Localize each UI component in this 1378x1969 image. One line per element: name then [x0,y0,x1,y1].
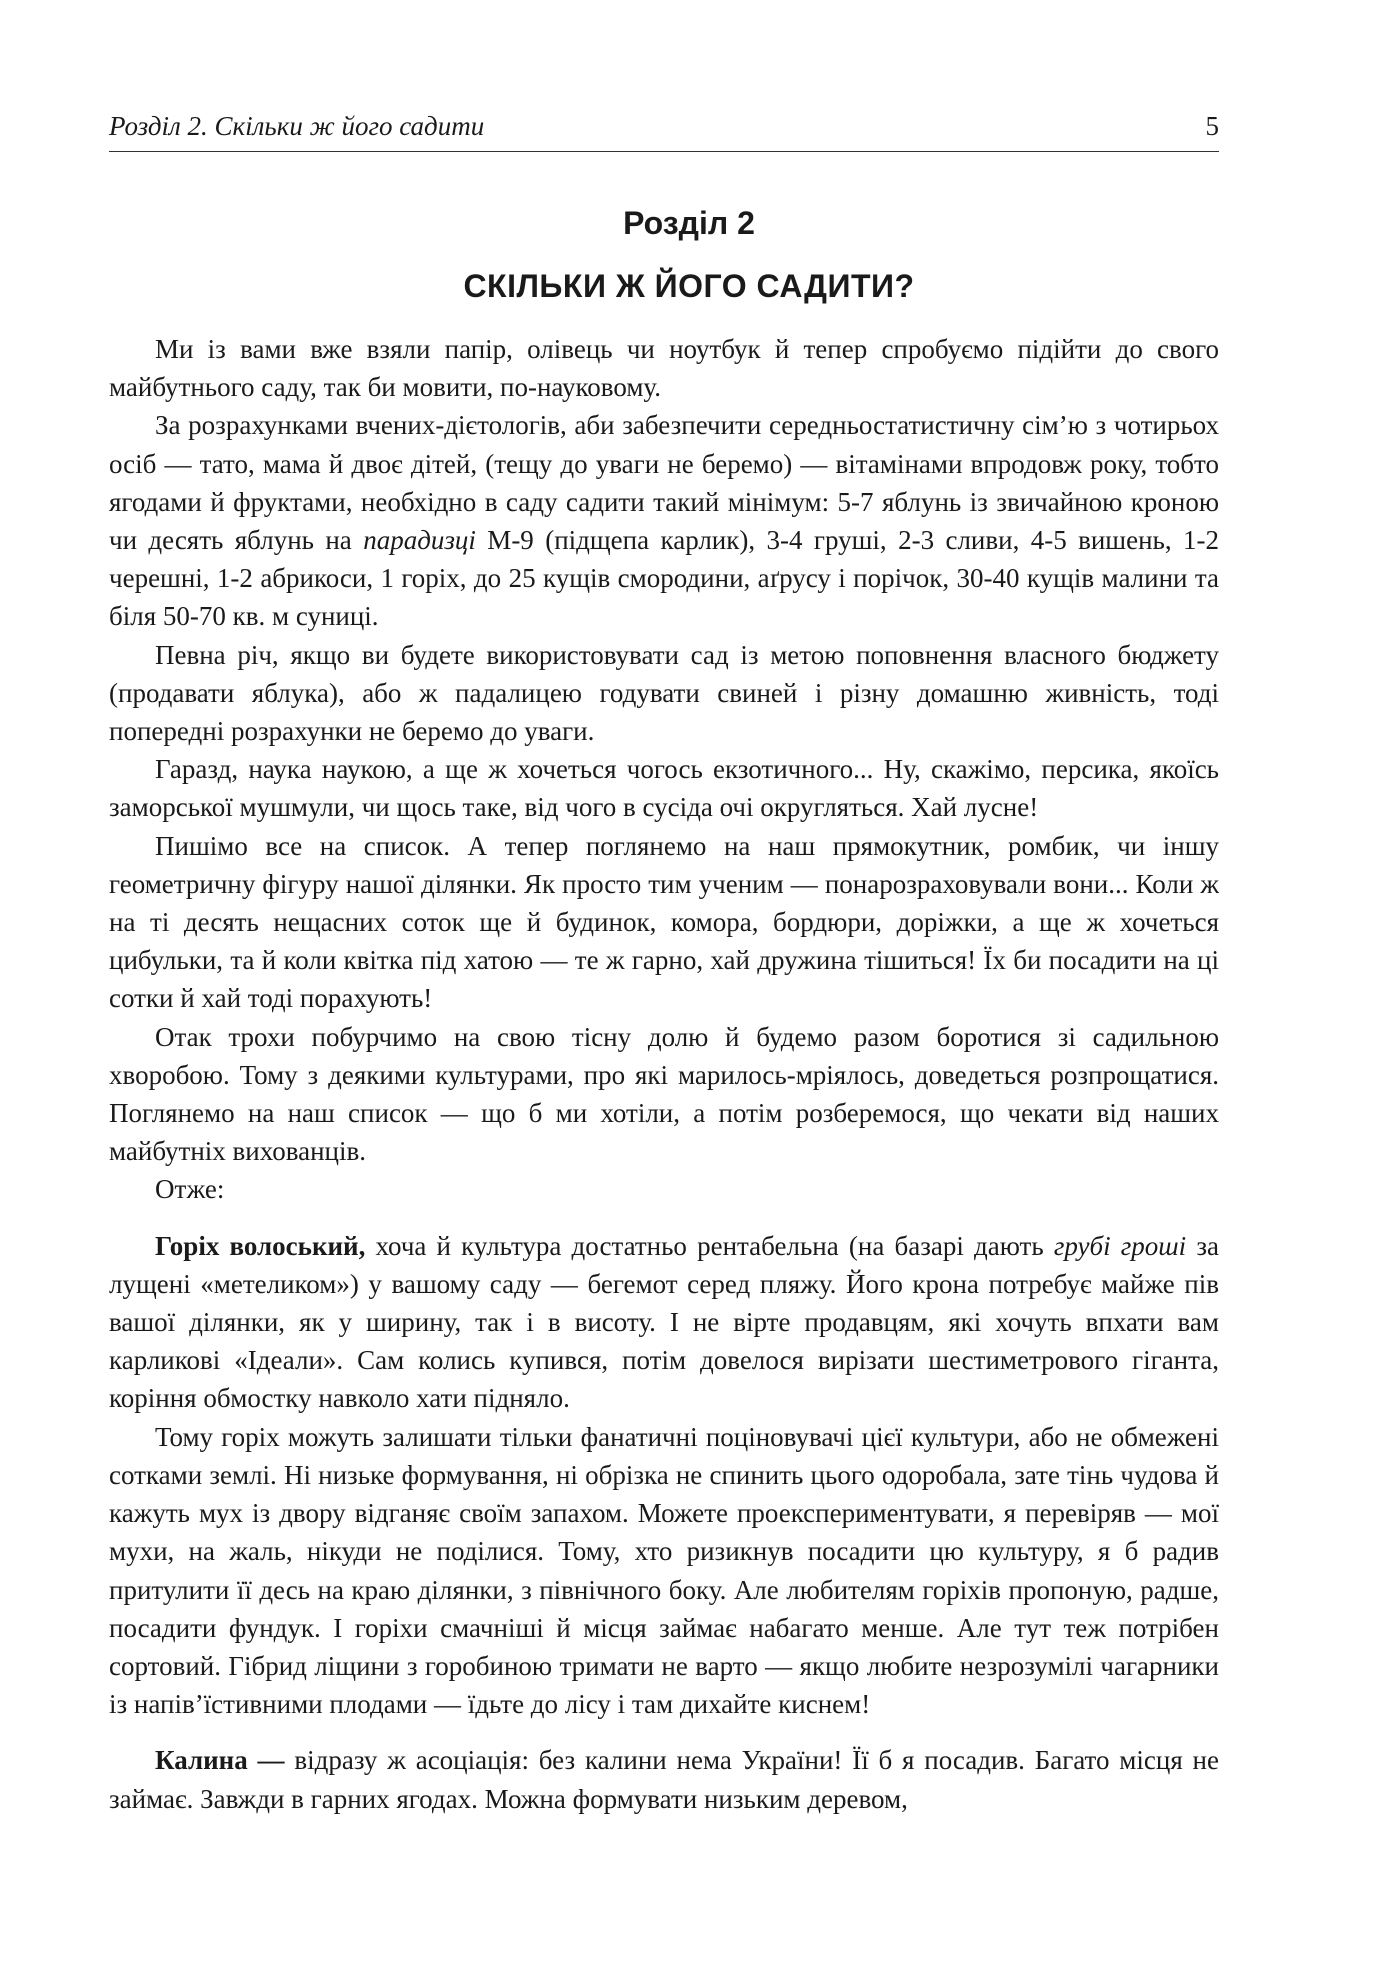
chapter-label: Розділ 2 [623,205,755,241]
paragraph-intro: Ми із вами вже взяли папір, олівець чи ноутбук й тепер спробуємо підійти до свого майбутнього саду, так би мовити, по-науковому. [109,334,1219,403]
paragraph-therefore: Отже: [155,1174,225,1205]
entry-viburnum [109,1741,1219,1817]
paragraph-exotic: Гаразд, наука наукою, а ще ж хочеться чогось екзотичного... Ну, скажімо, персика, якоїсь заморської мушмули, чи щось таке, від чого в сусіда очі округляться. Хай лусне! [109,754,1219,823]
entry-walnut-italic: грубі гроші [1053,1230,1187,1261]
entry-viburnum-term: Калина — [155,1745,285,1776]
paragraph-list: Пишімо все на список. А тепер поглянемо на наш прямокутник, ромбик, чи іншу геометричну фігуру нашої ділянки. Як просто тим ученим — понарозраховували вони... Коли ж на ті десять нещасних соток ще й будинок, комора, бордюри, доріжки, а ще ж хочеться цибульки, та й коли квітка під хатою — те ж гарно, хай дружина тішиться! Їх би посадити на ці сотки й хай тоді порахують! [109,830,1219,1014]
entry-walnut-text-a: хоча й культура достатньо рентабельна (на базарі дають [365,1230,1054,1261]
paragraph-calculation-text-b: М-9 (підщепа карлик), 3-4 груші, 2-3 сливи, 4-5 вишень, 1-2 черешні, 1-2 абрикоси, 1 горіх, до 25 кущів смородини, аґрусу і порічок, 30-40 кущів малини та біля 50-70 кв. м суниці. [109,525,1219,632]
entry-walnut-term: Горіх волоський, [155,1230,366,1261]
paragraph-calculation-italic: парадизці [363,525,476,556]
paragraph-budget: Певна річ, якщо ви будете використовувати сад із метою поповнення власного бюджету (продавати яблука), або ж падалицею годувати свиней і різну домашню живність, тоді попередні розрахунки не беремо до уваги. [109,639,1219,747]
chapter-title: СКІЛЬКИ Ж ЙОГО САДИТИ? [463,268,915,304]
entry-viburnum-text: відразу ж асоціація: без калини нема України! Її б я посадив. Багато місця не займає. Завжди в гарних ягодах. Можна формувати низьким деревом, [109,1745,1219,1814]
entry-walnut-text-b: за лущені «метеликом») у вашому саду — бегемот серед пляжу. Його крона потребує майже пів вашої ділянки, як у ширину, так і в висоту. І не вірте продавцям, які хочуть впхати вам карликові «Ідеали». Сам колись купився, потім довелося вирізати шестиметрового гіганта, коріння обмостку навколо хати підняло. [109,1230,1219,1414]
paragraph-grumble: Отак трохи побурчимо на свою тісну долю й будемо разом боротися зі садильною хворобою. Тому з деякими культурами, про які марилось-мріялось, доведеться розпрощатися. Поглянемо на наш список — що б ми хотіли, а потім розберемося, що чекати від наших майбутніх вихованців. [109,1021,1219,1167]
page-number: 5 [1205,111,1219,141]
entry-walnut-continued: Тому горіх можуть залишати тільки фанатичні поціновувачі цієї культури, або не обмежені сотками землі. Ні низьке формування, ні обрізка не спинить цього одоробала, зате тінь чудова й кажуть мух із двору відганяє своїм запахом. Можете проекспериментувати, я перевіряв — мої мухи, на жаль, нікуди не поділися. Тому, хто ризикнув посадити цю культуру, я б радив притулити її десь на краю ділянки, з північного боку. Але любителям горіхів пропоную, радше, посадити фундук. І горіхи смачніші й місця займає набагато менше. Але тут теж потрібен сортовий. Гібрид ліщини з горобиною тримати не варто — якщо любите незрозумілі чагарники із напів’їстивними плодами — їдьте до лісу і там дихайте киснем! [109,1421,1219,1720]
entry-walnut [109,1227,1219,1418]
paragraph-calculation-text-a: За розрахунками вчених-дієтологів, аби забезпечити середньостатистичну сім’ю з чотирьох осіб — тато, мама й двоє дітей, (тещу до уваги не беремо) — вітамінами впродовж року, тобто ягодами й фруктами, необхідно в саду садити такий мінімум: 5-7 яблунь із звичайною кроною чи десять яблунь на [109,410,1219,556]
running-header [109,107,1219,152]
body-text [109,330,1219,1818]
paragraph-calculation [109,406,1219,635]
running-title: Розділ 2. Скільки ж його садити [109,111,485,141]
